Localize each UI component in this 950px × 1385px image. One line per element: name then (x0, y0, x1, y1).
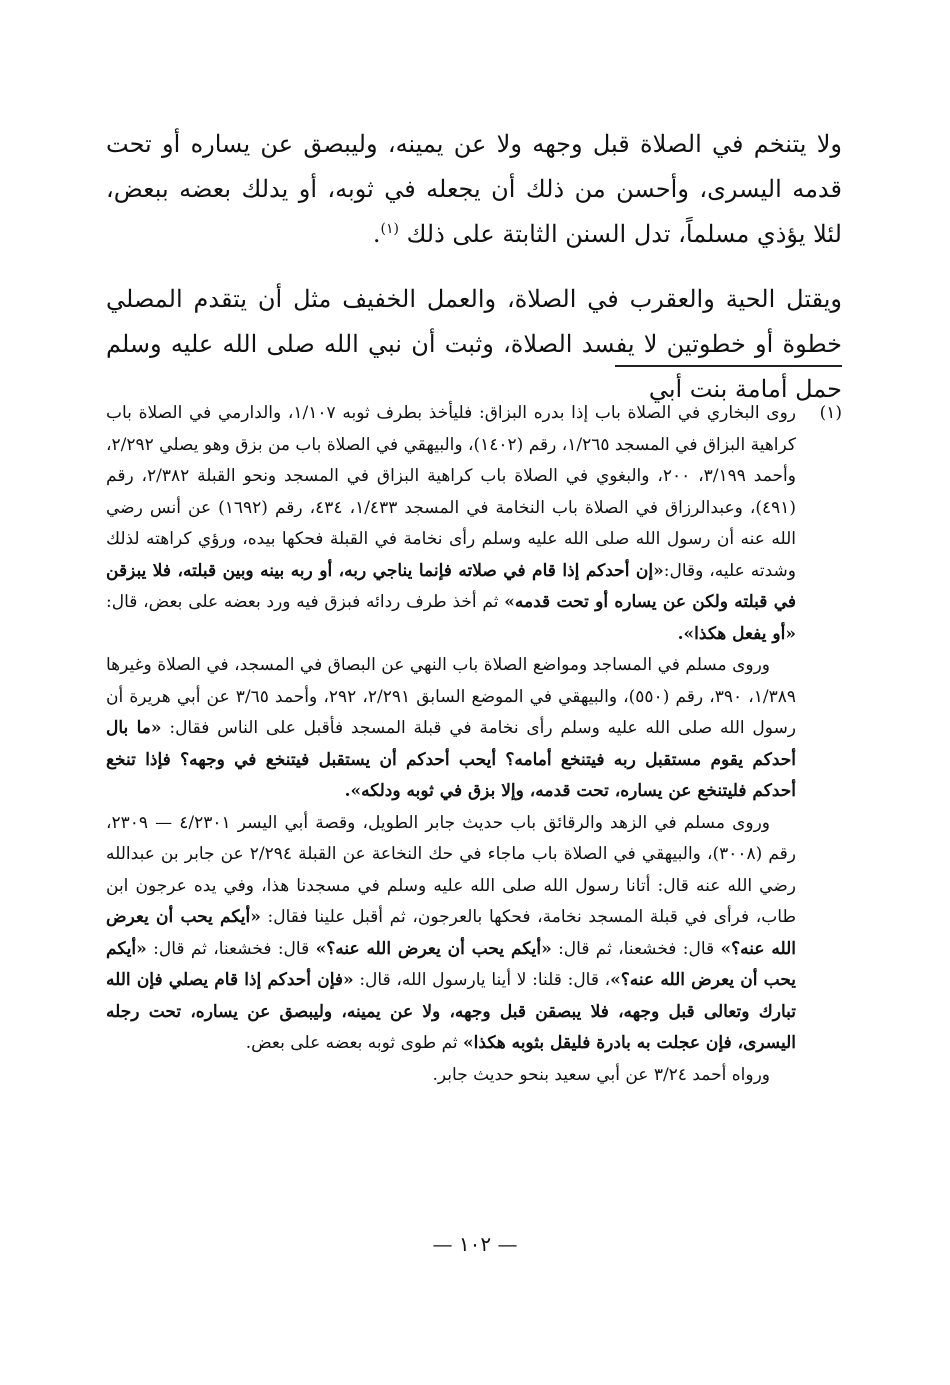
main-paragraph (106, 122, 842, 257)
hadith-quote: «فإن أحدكم إذا قام يصلي فإن الله تبارك وتعالى قبل وجهه، فلا يبصقن قبل وجهه، ولا عن يمينه، وليبصق عن يساره، تحت رجله اليسرى، فإن عجلت به بادرة فليقل بثوبه هكذا» (106, 970, 796, 1053)
footnote-paragraph (106, 808, 796, 1060)
footnote-paragraph (106, 1060, 796, 1092)
hadith-quote: «أيكم يحب أن يعرض الله عنه؟» (106, 938, 797, 990)
main-text (106, 122, 842, 412)
footnote-text: ثم أخذ طرف ردائه فبزق فيه ورد بعضه على بعض، قال: (106, 592, 499, 612)
page-number: — ١٠٢ — (432, 1232, 518, 1256)
hadith-quote: «أيكم يحب أن يعرض الله عنه؟» (106, 907, 797, 959)
footnote-text: ورواه أحمد ٣/٢٤ عن أبي سعيد بنحو حديث جابر. (432, 1064, 770, 1085)
hadith-quote: «أو يفعل هكذا». (677, 623, 796, 644)
footnote-separator (615, 365, 842, 367)
paragraph-end: . (372, 220, 381, 248)
main-paragraph-text: ولا يتنخم في الصلاة قبل وجهه ولا عن يمينه، وليبصق عن يساره أو تحت قدمه اليسرى، وأحسن من ذلك أن يجعله في ثوبه، أو يدلك بعضه ببعض، لئلا يؤذي مسلماً، تدل السنن الثابتة على ذلك (106, 130, 842, 248)
hadith-quote: «إن أحدكم إذا قام في صلاته فإنما يناجي ربه، أو ربه بينه وبين قبلته، فلا يبزقن في قبلته ولكن عن يساره أو تحت قدمه» (106, 560, 797, 612)
footnote-paragraph (106, 398, 796, 650)
footnote-text: وروى مسلم في الزهد والرقائق باب حديث جابر الطويل، وقصة أبي اليسر ٤/٢٣٠١ — ٢٣٠٩، رقم (٣٠٠٨)، والبيهقي في الصلاة باب ماجاء في حك النخاعة عن القبلة ٢/٢٩٤ عن جابر بن عبدالله رضي الله عنه قال: أتانا رسول الله صلى الله عليه وسلم في مسجدنا هذا، وفي يده عرجون ابن طاب، فرأى في قبلة المسجد نخامة، فحكها بالعرجون، ثم أقبل علينا فقال: (106, 812, 797, 927)
footnote-reference[interactable]: (١) (380, 221, 399, 237)
hadith-quote: «أيكم يحب أن يعرض الله عنه؟» (315, 938, 552, 959)
footnote-text: وروى مسلم في المساجد ومواضع الصلاة باب النهي عن البصاق في المسجد، في الصلاة وغيرها ١/٣٨٩، ٣٩٠، رقم (٥٥٠)، والبيهقي في الموضع السابق ٢/٢٩١، ٢٩٢، وأحمد ٣/٦٥ عن أبي هريرة أن رسول الله صلى الله عليه وسلم رأى نخامة في قبلة المسجد فأقبل على الناس فقال: (106, 655, 797, 738)
hadith-quote: «ما بال أحدكم يقوم مستقبل ربه فيتنخع أمامه؟ أيحب أحدكم أن يستقبل فيتنخع في وجهه؟ فإذا تنخع أحدكم فليتنخع عن يساره، تحت قدمه، وإلا بزق في ثوبه ودلكه». (106, 718, 796, 801)
main-paragraph-text: ويقتل الحية والعقرب في الصلاة، والعمل الخفيف مثل أن يتقدم المصلي خطوة أو خطوتين لا يفسد الصلاة، وثبت أن نبي الله صلى الله عليه وسلم حمل أمامة بنت أبي (106, 285, 842, 403)
footnotes-section (106, 398, 842, 1091)
footnote-text: ، قال: قلنا: لا أينا يارسول الله، قال: (359, 970, 611, 990)
footnote-text: ثم طوى ثوبه بعضه على بعض. (245, 1033, 458, 1053)
footnote-body (106, 398, 796, 1091)
footnote-text: قال: فخشعنا، ثم قال: (153, 938, 310, 959)
footnote-paragraph (106, 650, 796, 808)
main-paragraph (106, 277, 842, 412)
footnote-text: قال: فخشعنا، ثم قال: (558, 938, 715, 959)
footnote (106, 398, 842, 1091)
footnote-number: (١) (819, 403, 842, 423)
footnote-text: روى البخاري في الصلاة باب إذا بدره البزاق: فليأخذ بطرف ثوبه ١/١٠٧، والدارمي في الصلاة باب كراهية البزاق في المسجد ١/٢٦٥، رقم (١٤٠٢)، والبيهقي في الصلاة باب من بزق وهو يصلي ٢/٢٩٢، وأحمد ٣/١٩٩، ٢٠٠، والبغوي في الصلاة باب كراهية البزاق في المسجد ونحو القبلة ٢/٣٨٢، رقم (٤٩١)، وعبدالرزاق في الصلاة باب النخامة في المسجد ١/٤٣٣، ٤٣٤، رقم (١٦٩٢) عن أنس رضي الله عنه أن رسول الله صلى الله عليه وسلم رأى نخامة في القبلة فحكها بيده، ورؤي كراهته لذلك وشدته عليه، وقال: (106, 403, 797, 581)
